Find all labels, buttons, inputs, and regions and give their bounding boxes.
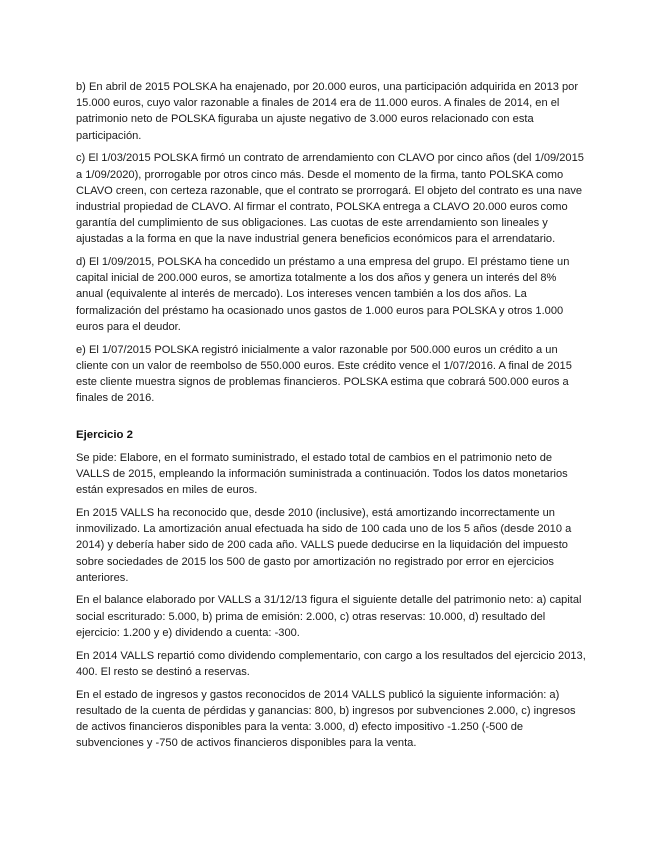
paragraph-balance-2013: En el balance elaborado por VALLS a 31/12/13 figura el siguiente detalle del patrimonio neto: a) capital social escriturado: 5.000, b) prima de emisión: 2.000, c) otras reservas: 10.000, d) resultado del ejercicio: 1.200 y e) dividendo a cuenta: -300. [76, 594, 582, 639]
document-body [76, 79, 586, 758]
paragraph-d-loan: d) El 1/09/2015, POLSKA ha concedido un préstamo a una empresa del grupo. El préstamo tiene un capital inicial de 200.000 euros, se amortiza totalmente a los dos años y genera un interés del 8% anual (equivalente al interés de mercado). Los intereses vencen también a los dos años. La formalización del préstamo ha ocasionado unos gastos de 1.000 euros para POLSKA y otros 1.000 euros para el deudor. [76, 256, 570, 333]
paragraph-dividend-2014: En 2014 VALLS repartió como dividendo complementario, con cargo a los resultados del ejercicio 2013, 400. El resto se destinó a reservas. [76, 649, 586, 678]
paragraph-depreciation-error: En 2015 VALLS ha reconocido que, desde 2010 (inclusive), está amortizando incorrectamente un inmovilizado. La amortización anual efectuada ha sido de 100 cada uno de los 5 años (desde 2010 a 2014) y debería haber sido de 200 cada año. VALLS puede deducirse en la liquidación del impuesto sobre sociedades de 2015 los 500 de gasto por amortización no registrado por error en ejercicios anteriores. [76, 506, 572, 584]
exercise-heading: Ejercicio 2 [76, 429, 133, 442]
paragraph-task: Se pide: Elabore, en el formato suministrado, el estado total de cambios en el patrimonio neto de VALLS de 2015, empleando la información suministrada a continuación. Todos los datos monetarios están expresados en miles de euros. [76, 451, 568, 497]
paragraph-b-participation: b) En abril de 2015 POLSKA ha enajenado, por 20.000 euros, una participación adquirida en 2013 por 15.000 euros, cuyo valor razonable a finales de 2014 era de 11.000 euros. A finales de 2014, en el patrimonio neto de POLSKA figuraba un ajuste negativo de 3.000 euros relacionado con esta participación. [76, 81, 579, 142]
paragraph-c-lease: c) El 1/03/2015 POLSKA firmó un contrato de arrendamiento con CLAVO por cinco años (del 1/09/2015 a 1/09/2020), prorrogable por otros cinco más. Desde el momento de la firma, tanto POLSKA como CLAVO creen, con certeza razonable, que el contrato se prorrogará. El objeto del contrato es una nave industrial propiedad de CLAVO. Al firmar el contrato, POLSKA entrega a CLAVO 20.000 euros como garantía del cumplimiento de sus obligaciones. Las cuotas de este arrendamiento son lineales y ajustadas a la forma en que la nave industrial genera beneficios económicos para el arrendatario. [76, 152, 584, 246]
paragraph-income-statement-2014: En el estado de ingresos y gastos reconocidos de 2014 VALLS publicó la siguiente información: a) resultado de la cuenta de pérdidas y ganancias: 800, b) ingresos por subvenciones 2.000, c) ingresos de activos financieros disponibles para la venta: 3.000, d) efecto impositivo -1.250 (-500 de subvenciones y -750 de activos financieros disponibles para la venta. [76, 688, 576, 750]
paragraph-e-credit: e) El 1/07/2015 POLSKA registró inicialmente a valor razonable por 500.000 euros un crédito a un cliente con un valor de reembolso de 550.000 euros. Este crédito vence el 1/07/2016. A final de 2015 este cliente muestra signos de problemas financieros. POLSKA estima que cobrará 500.000 euros a finales de 2016. [76, 343, 572, 405]
